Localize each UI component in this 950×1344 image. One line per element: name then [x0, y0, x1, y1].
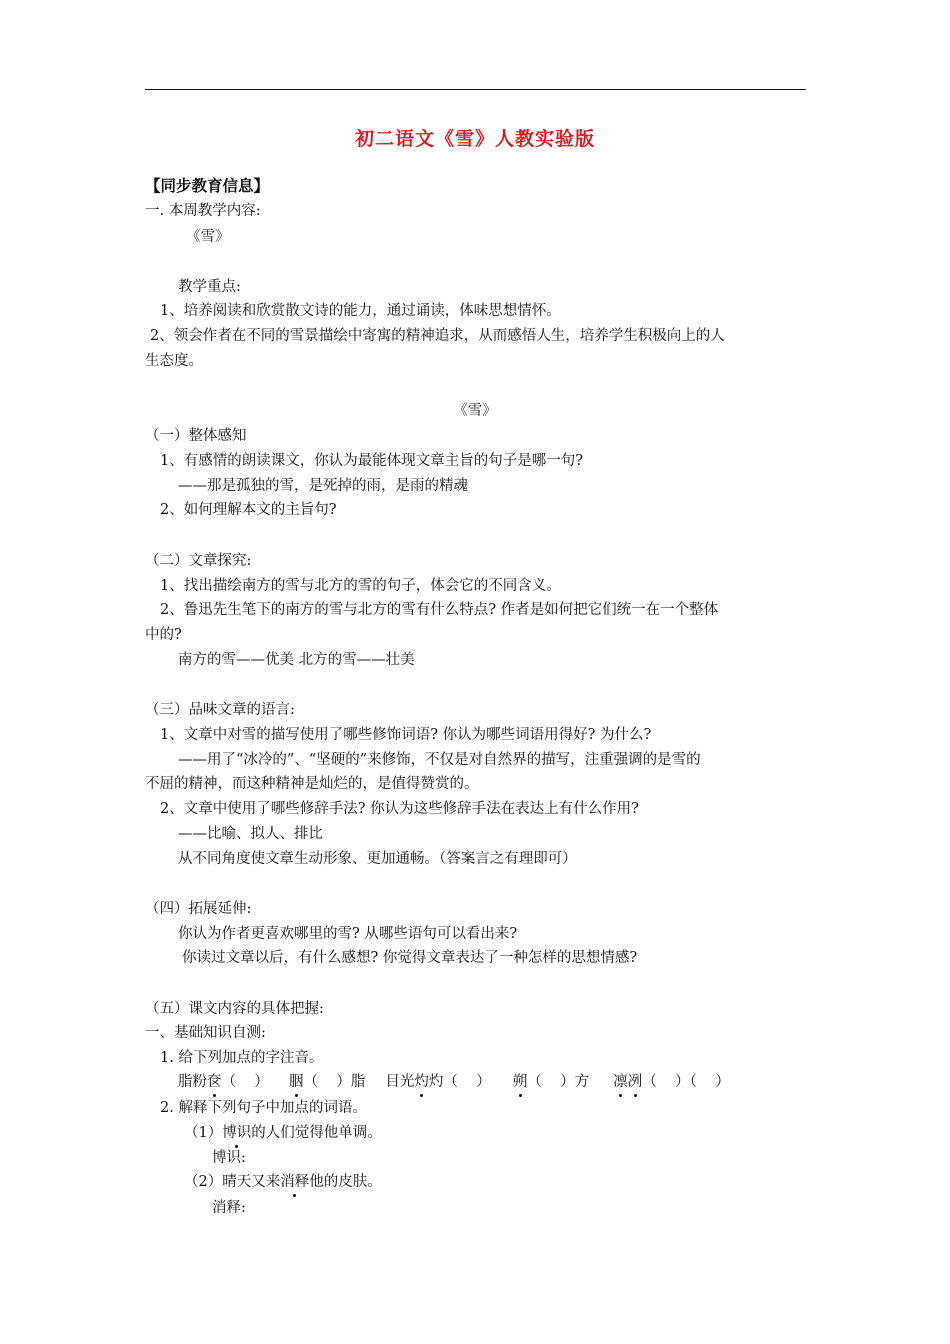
s5-heading: （五）课文内容的具体把握: [145, 1001, 324, 1017]
s3-question-2: 2、文章中使用了哪些修辞手法? 你认为这些修辞手法在表达上有什么作用? [160, 801, 639, 817]
sentence-2-dotted-word: 消释 [280, 1174, 310, 1190]
document-title: 初二语文《雪》人教实验版 [354, 128, 595, 150]
s3-question-1: 1、文章中对雪的描写使用了哪些修饰词语? 你认为哪些词语用得好? 为什么? [160, 727, 652, 743]
s1-heading: （一）整体感知 [145, 428, 247, 444]
key-points-label: 教学重点: [178, 279, 241, 295]
s2-question-2-line1: 2、鲁迅先生笔下的南方的雪与北方的雪有什么特点? 作者是如何把它们统一在一个整体 [160, 602, 719, 618]
part1-heading: 一. 本周教学内容: [145, 203, 261, 219]
s3-answer-1-line2: 不屈的精神，而这种精神是灿烂的，是值得赞赏的。 [145, 776, 479, 792]
sentence-2-suffix: 他的皮肤。 [309, 1174, 382, 1190]
word5-dotted-char-2: 冽 [627, 1074, 643, 1090]
s3-heading: （三）品味文章的语言: [145, 702, 295, 718]
word1-text: 脂粉 [178, 1074, 207, 1090]
s2-question-1: 1、找出描绘南方的雪与北方的雪的句子，体会它的不同含义。 [160, 578, 561, 594]
sentence-2 [184, 1172, 382, 1192]
key-point-2-line1: 2、领会作者在不同的雪景描绘中寄寓的精神追求，从而感悟人生，培养学生积极向上的人 [150, 328, 725, 344]
word4-blank: （ ）方 [527, 1074, 590, 1090]
pinyin-exercise-row [178, 1072, 730, 1092]
s4-question-1: 你认为作者更喜欢哪里的雪? 从哪些语句可以看出来? [178, 926, 518, 942]
word1-blank: （ ） [221, 1074, 269, 1090]
s3-answer-3: 从不同角度使文章生动形象、更加通畅。（答案言之有理即可） [178, 851, 577, 867]
sentence-1-dotted-word: 博识 [222, 1125, 252, 1141]
word3-text: 目光 [385, 1074, 415, 1090]
key-point-2-line2: 生态度。 [145, 353, 203, 369]
s5-subheading: 一、基础知识自测: [145, 1025, 266, 1041]
word3-blank: 灼（ ） [428, 1074, 491, 1090]
word5-blanks: （ ）（ ） [642, 1074, 730, 1090]
sentence-1-prefix: （1） [184, 1125, 223, 1141]
exercise-1-prompt: 1. 给下列加点的字注音。 [160, 1050, 324, 1066]
key-point-1: 1、培养阅读和欣赏散文诗的能力，通过诵读，体味思想情怀。 [160, 303, 561, 319]
word1-dotted-char: 奁 [207, 1074, 222, 1090]
word2-blank: （ ）脂 [303, 1074, 366, 1090]
lesson-name: 《雪》 [186, 229, 230, 245]
s4-heading: （四）拓展延伸: [145, 901, 252, 917]
s1-question-2: 2、如何理解本文的主旨句? [160, 502, 337, 518]
s3-answer-1-line1: ——用了“冰冷的”、“坚硬的”来修饰，不仅是对自然界的描写，注重强调的是雪的 [178, 752, 701, 768]
word5-dotted-char-1: 凛 [613, 1074, 628, 1090]
center-title: 《雪》 [453, 403, 497, 419]
sentence-2-prefix: （2）晴天又来 [184, 1174, 281, 1190]
sentence-2-answer-label: 消释: [212, 1200, 246, 1216]
word2-dotted-char: 胭 [288, 1074, 304, 1090]
s2-heading: （二）文章探究: [145, 553, 252, 569]
sentence-1 [184, 1123, 382, 1143]
s2-question-2-line2: 中的? [145, 627, 182, 643]
s2-answer-2: 南方的雪——优美 北方的雪——壮美 [178, 652, 415, 668]
s1-answer-1: ——那是孤独的雪，是死掉的雨，是雨的精魂 [178, 478, 468, 494]
s4-question-2: 你读过文章以后，有什么感想? 你觉得文章表达了一种怎样的思想情感? [182, 950, 638, 966]
exercise-2-prompt: 2. 解释下列句子中加点的词语。 [160, 1100, 367, 1116]
header-rule [145, 89, 806, 90]
s3-answer-2: ——比喻、拟人、排比 [178, 826, 323, 842]
word4-dotted-char: 朔 [512, 1074, 528, 1090]
section-header: 【同步教育信息】 [145, 176, 270, 195]
s1-question-1: 1、有感情的朗读课文，你认为最能体现文章主旨的句子是哪一句? [160, 453, 583, 469]
sentence-1-suffix: 的人们觉得他单调。 [251, 1125, 382, 1141]
sentence-1-answer-label: 博识: [212, 1150, 246, 1166]
word3-dotted-char: 灼 [414, 1074, 429, 1090]
